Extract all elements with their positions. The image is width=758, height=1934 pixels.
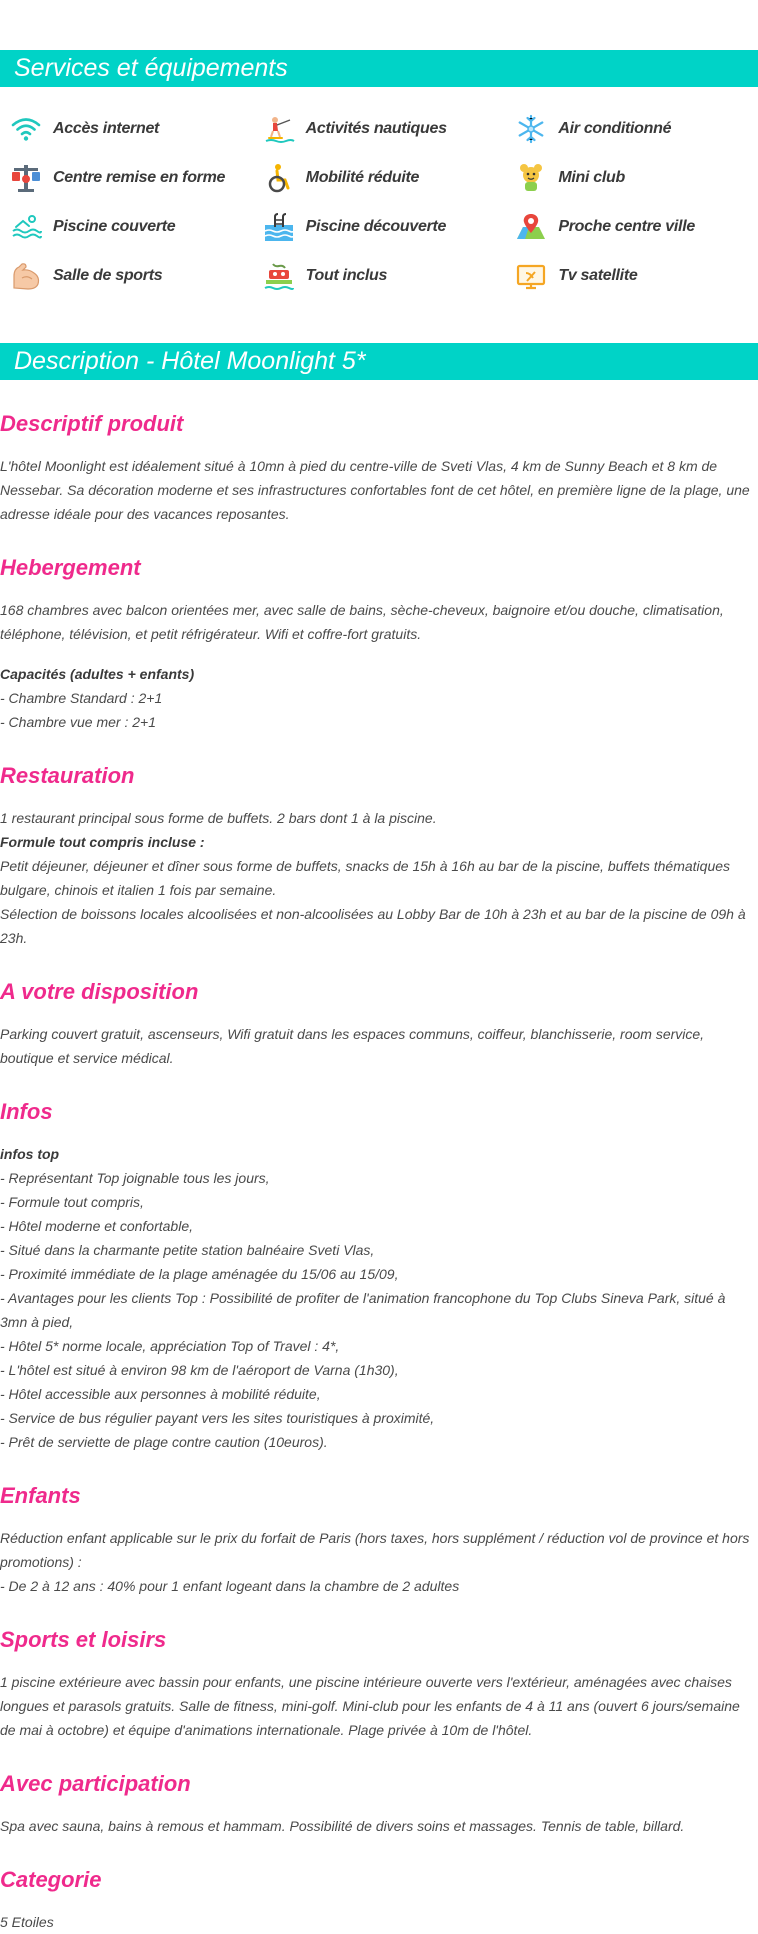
descriptif-text: L'hôtel Moonlight est idéalement situé à 10mn à pied du centre-ville de Sveti Vlas, 4 km de Sunny Beach et 8 km de Nessebar. Sa décoration moderne et ses infrastructures confortables font de cet hôtel, en première ligne de la plage, une adresse idéale pour des vacances reposantes.: [0, 458, 750, 522]
hebergement-text: 168 chambres avec balcon orientées mer, avec salle de bains, sèche-cheveux, baignoire et/ou douche, climatisation, téléphone, télévision, et petit réfrigérateur. Wifi et coffre-fort gratuits.: [0, 602, 724, 642]
amenity-label: Mobilité réduite: [305, 168, 420, 186]
amenities-row: [0, 202, 758, 251]
amenities-row: [0, 153, 758, 202]
amenity-label: Tv satellite: [558, 266, 638, 284]
amenity-label: Accès internet: [53, 119, 160, 137]
amenity-label: Tout inclus: [305, 266, 388, 284]
section-heading-sports: Sports et loisirs: [0, 1627, 167, 1652]
amenity-all-inclusive: [253, 260, 506, 292]
formule-title: Formule tout compris incluse :: [0, 834, 205, 850]
categorie-text: 5 Etoiles: [0, 1914, 54, 1930]
muscle-arm-icon: [10, 260, 42, 292]
pool-ladder-icon: [263, 211, 295, 243]
amenity-mini-club: [505, 162, 758, 194]
services-header: Services et équipements: [0, 50, 758, 87]
amenity-label: Salle de sports: [53, 266, 163, 284]
mini-club-icon: [515, 162, 547, 194]
disposition-text: Parking couvert gratuit, ascenseurs, Wifi gratuit dans les espaces communs, coiffeur, blanchisserie, room service, boutique et service médical.: [0, 1026, 705, 1066]
capacity-line: - Chambre Standard : 2+1: [0, 690, 163, 706]
infos-line: - Service de bus régulier payant vers les sites touristiques à proximité,: [0, 1410, 435, 1426]
section-heading-categorie: Categorie: [0, 1867, 102, 1892]
amenities-grid: [0, 104, 758, 300]
enfants-line: - De 2 à 12 ans : 40% pour 1 enfant logeant dans la chambre de 2 adultes: [0, 1578, 460, 1594]
section-heading-infos: Infos: [0, 1099, 53, 1124]
restauration-line: Sélection de boissons locales alcoolisées et non-alcoolisées au Lobby Bar de 10h à 23h et au bar de la piscine de 09h à 23h.: [0, 906, 746, 946]
amenity-ac: [505, 113, 758, 145]
amenity-label: Piscine couverte: [53, 217, 176, 235]
snowflake-icon: [515, 113, 547, 145]
infos-line: - Hôtel moderne et confortable,: [0, 1218, 193, 1234]
infos-line: - Formule tout compris,: [0, 1194, 144, 1210]
amenity-city-center: [505, 211, 758, 243]
infos-line: - Hôtel 5* norme locale, appréciation Top of Travel : 4*,: [0, 1338, 340, 1354]
amenity-label: Air conditionné: [558, 119, 672, 137]
infos-line: - Prêt de serviette de plage contre caution (10euros).: [0, 1434, 328, 1450]
all-inclusive-icon: [263, 260, 295, 292]
sports-text: 1 piscine extérieure avec bassin pour enfants, une piscine intérieure ouverte vers l'extérieur, aménagées avec chaises longues et parasols gratuits. Salle de fitness, mini-golf. Mini-club pour les enfants de 4 à 11 ans (ouvert 6 jours/semaine de mai à octobre) et équipe d'animations internationale. Plage privée à 10m de l'hôtel.: [0, 1674, 740, 1738]
amenity-label: Centre remise en forme: [53, 168, 226, 186]
restauration-line: 1 restaurant principal sous forme de buffets. 2 bars dont 1 à la piscine.: [0, 810, 437, 826]
section-heading-enfants: Enfants: [0, 1483, 81, 1508]
amenity-reduced-mobility: [253, 162, 506, 194]
amenities-row: [0, 251, 758, 300]
infos-line: - L'hôtel est situé à environ 98 km de l'aéroport de Varna (1h30),: [0, 1362, 399, 1378]
wheelchair-icon: [263, 162, 295, 194]
section-heading-descriptif: Descriptif produit: [0, 411, 184, 436]
infos-line: - Proximité immédiate de la plage aménagée du 15/06 au 15/09,: [0, 1266, 399, 1282]
fitness-center-icon: [10, 162, 42, 194]
amenities-row: [0, 104, 758, 153]
capacity-title: Capacités (adultes + enfants): [0, 666, 195, 682]
amenity-gym: [0, 260, 253, 292]
restauration-line: Petit déjeuner, déjeuner et dîner sous forme de buffets, snacks de 15h à 16h au bar de la piscine, buffets thématiques bulgare, chinois et italien 1 fois par semaine.: [0, 858, 731, 898]
section-heading-participation: Avec participation: [0, 1771, 191, 1796]
water-ski-icon: [263, 113, 295, 145]
amenity-label: Proche centre ville: [558, 217, 695, 235]
section-heading-disposition: A votre disposition: [0, 979, 199, 1004]
infos-line: - Situé dans la charmante petite station balnéaire Sveti Vlas,: [0, 1242, 375, 1258]
wifi-icon: [10, 113, 42, 145]
enfants-line: Réduction enfant applicable sur le prix du forfait de Paris (hors taxes, hors supplément / réduction vol de province et hors promotions) :: [0, 1530, 750, 1570]
section-heading-restauration: Restauration: [0, 763, 135, 788]
infos-subtitle: infos top: [0, 1146, 60, 1162]
infos-line: - Avantages pour les clients Top : Possibilité de profiter de l'animation francophone du Top Clubs Sineva Park, situé à 3mn à pied,: [0, 1290, 726, 1330]
map-pin-icon: [515, 211, 547, 243]
amenity-label: Piscine découverte: [305, 217, 447, 235]
capacity-line: - Chambre vue mer : 2+1: [0, 714, 157, 730]
section-heading-hebergement: Hebergement: [0, 555, 141, 580]
amenity-internet: [0, 113, 253, 145]
infos-line: - Représentant Top joignable tous les jours,: [0, 1170, 270, 1186]
description-header: Description - Hôtel Moonlight 5*: [0, 343, 758, 380]
satellite-tv-icon: [515, 260, 547, 292]
amenity-satellite-tv: [505, 260, 758, 292]
description-content: [0, 402, 756, 1934]
participation-text: Spa avec sauna, bains à remous et hammam. Possibilité de divers soins et massages. Tennis de table, billard.: [0, 1818, 685, 1834]
amenity-nautical: [253, 113, 506, 145]
infos-line: - Hôtel accessible aux personnes à mobilité réduite,: [0, 1386, 321, 1402]
amenity-indoor-pool: [0, 211, 253, 243]
swimmer-icon: [10, 211, 42, 243]
amenity-outdoor-pool: [253, 211, 506, 243]
amenity-fitness: [0, 162, 253, 194]
amenity-label: Activités nautiques: [305, 119, 447, 137]
amenity-label: Mini club: [558, 168, 625, 186]
